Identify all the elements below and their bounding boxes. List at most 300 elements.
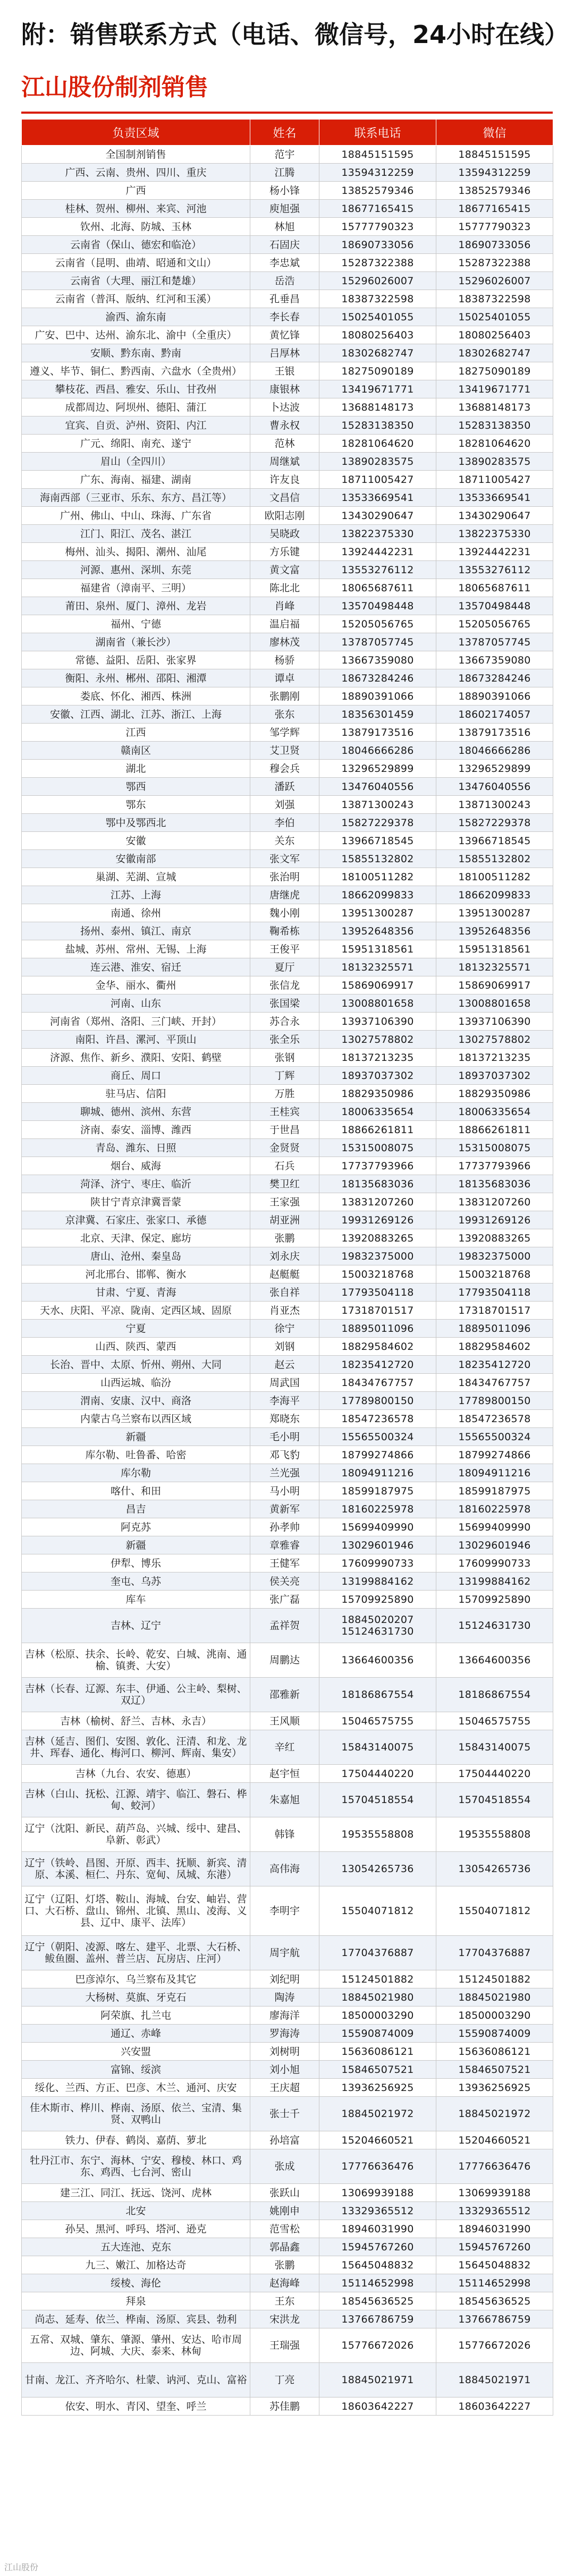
table-row — [22, 2363, 553, 2398]
cell-phone[interactable]: 18094911216 — [319, 1464, 436, 1482]
cell-phone[interactable]: 15046575755 — [319, 1712, 436, 1730]
column-header-wechat: 微信 — [436, 120, 553, 146]
table-row — [22, 146, 553, 164]
cell-wechat: 15846507521 — [436, 2061, 553, 2079]
cell-phone[interactable]: 18799274866 — [319, 1446, 436, 1464]
cell-phone[interactable]: 18673284246 — [319, 669, 436, 687]
cell-wechat: 13029601946 — [436, 1536, 553, 1554]
table-row — [22, 832, 553, 850]
cell-name: 韩锋 — [250, 1817, 319, 1852]
cell-wechat: 13852579346 — [436, 182, 553, 200]
cell-phone[interactable]: 18186867554 — [319, 1678, 436, 1712]
cell-name: 周宇航 — [250, 1936, 319, 1970]
cell-phone[interactable]: 13069939188 — [319, 2184, 436, 2202]
table-row — [22, 1139, 553, 1157]
table-row — [22, 922, 553, 940]
cell-name: 张自祥 — [250, 1283, 319, 1302]
cell-region: 昌吉 — [22, 1500, 250, 1518]
cell-phone[interactable]: 15951318561 — [319, 940, 436, 958]
cell-phone[interactable]: 19931269126 — [319, 1211, 436, 1229]
cell-phone[interactable]: 18845151595 — [319, 146, 436, 164]
cell-phone[interactable]: 18866261811 — [319, 1121, 436, 1139]
cell-phone[interactable]: 18387322598 — [319, 290, 436, 308]
cell-region: 新疆 — [22, 1536, 250, 1554]
cell-region: 安徽、江西、湖北、江苏、浙江、上海 — [22, 705, 250, 724]
cell-region: 巴彦淖尔、乌兰察布及其它 — [22, 1970, 250, 1988]
cell-phone[interactable]: 13533669541 — [319, 489, 436, 507]
table-header-row — [22, 120, 553, 146]
cell-phone[interactable]: 19535558808 — [319, 1817, 436, 1852]
cell-name: 毛小明 — [250, 1428, 319, 1446]
cell-phone[interactable]: 13852579346 — [319, 182, 436, 200]
cell-phone[interactable]: 18662099833 — [319, 886, 436, 904]
table-row — [22, 453, 553, 471]
cell-wechat: 13890283575 — [436, 453, 553, 471]
cell-region: 盐城、苏州、常州、无锡、上海 — [22, 940, 250, 958]
cell-wechat: 17704376887 — [436, 1936, 553, 1970]
cell-name: 谭卓 — [250, 669, 319, 687]
cell-name: 艾卫贤 — [250, 742, 319, 760]
cell-name: 丁亮 — [250, 2363, 319, 2398]
cell-wechat: 18186867554 — [436, 1678, 553, 1712]
cell-wechat: 18137213235 — [436, 1049, 553, 1067]
cell-phone[interactable]: 17737793966 — [319, 1157, 436, 1175]
cell-phone[interactable]: 13008801658 — [319, 994, 436, 1013]
cell-phone[interactable]: 15287322388 — [319, 254, 436, 272]
cell-phone[interactable]: 18690733056 — [319, 236, 436, 254]
cell-wechat: 15283138350 — [436, 416, 553, 435]
cell-name: 王健军 — [250, 1554, 319, 1572]
cell-name: 郭晶鑫 — [250, 2238, 319, 2256]
cell-phone[interactable]: 15945767260 — [319, 2238, 436, 2256]
cell-phone[interactable]: 17776636476 — [319, 2149, 436, 2184]
cell-phone[interactable]: 15003218768 — [319, 1265, 436, 1283]
table-row — [22, 218, 553, 236]
company-title: 江山股份制剂销售 — [21, 69, 553, 114]
table-row — [22, 868, 553, 886]
cell-phone[interactable]: 18895011096 — [319, 1320, 436, 1338]
cell-phone[interactable]: 18845021971 — [319, 2363, 436, 2398]
cell-phone[interactable]: 17318701517 — [319, 1302, 436, 1320]
cell-region: 南通、徐州 — [22, 904, 250, 922]
cell-name: 王银 — [250, 362, 319, 380]
table-body — [22, 146, 553, 2416]
cell-region: 佳木斯市、桦川、桦南、汤原、依兰、宝清、集贤、双鸭山 — [22, 2097, 250, 2131]
cell-region: 奎屯、乌苏 — [22, 1572, 250, 1591]
cell-region: 聊城、德州、滨州、东营 — [22, 1103, 250, 1121]
cell-phone[interactable]: 18135683036 — [319, 1175, 436, 1193]
cell-wechat: 13054265736 — [436, 1852, 553, 1886]
cell-region: 安顺、黔东南、黔南 — [22, 344, 250, 362]
cell-phone[interactable]: 19832375000 — [319, 1247, 436, 1265]
cell-phone[interactable]: 13831207260 — [319, 1193, 436, 1211]
cell-phone[interactable]: 17789800150 — [319, 1392, 436, 1410]
cell-phone[interactable]: 18132325571 — [319, 958, 436, 976]
cell-phone[interactable]: 18046666286 — [319, 742, 436, 760]
table-row — [22, 416, 553, 435]
cell-region: 云南省（大理、丽江和楚雄） — [22, 272, 250, 290]
cell-region: 福建省（漳南平、三明） — [22, 579, 250, 597]
cell-wechat: 15287322388 — [436, 254, 553, 272]
cell-phone[interactable]: 15025401055 — [319, 308, 436, 326]
cell-wechat: 18895011096 — [436, 1320, 553, 1338]
table-row — [22, 724, 553, 742]
cell-wechat: 13936256925 — [436, 2079, 553, 2097]
cell-wechat: 15124501882 — [436, 1970, 553, 1988]
cell-phone[interactable]: 18711005427 — [319, 471, 436, 489]
cell-phone[interactable]: 18677165415 — [319, 200, 436, 218]
cell-phone[interactable]: 18890391066 — [319, 687, 436, 705]
cell-wechat: 18890391066 — [436, 687, 553, 705]
cell-region: 辽宁（沈阳、新民、葫芦岛、兴城、绥中、建昌、阜新、彰武） — [22, 1817, 250, 1852]
cell-region: 依安、明水、青冈、望奎、呼兰 — [22, 2398, 250, 2416]
cell-name: 姚刚申 — [250, 2202, 319, 2220]
cell-wechat: 18603642227 — [436, 2398, 553, 2416]
cell-region: 孙吴、黑河、呼玛、塔河、逊克 — [22, 2220, 250, 2238]
cell-phone[interactable]: 13871300243 — [319, 796, 436, 814]
cell-phone[interactable]: 18302682747 — [319, 344, 436, 362]
table-row — [22, 380, 553, 398]
cell-phone[interactable]: 13879173516 — [319, 724, 436, 742]
cell-wechat: 13570498448 — [436, 597, 553, 615]
cell-region: 甘肃、宁夏、青海 — [22, 1283, 250, 1302]
cell-phone[interactable]: 13296529899 — [319, 760, 436, 778]
cell-region: 广州、佛山、中山、珠海、广东省 — [22, 507, 250, 525]
cell-phone[interactable]: 17793504118 — [319, 1283, 436, 1302]
cell-wechat: 13879173516 — [436, 724, 553, 742]
cell-phone[interactable]: 15205056765 — [319, 615, 436, 633]
cell-region: 河南省（郑州、洛阳、三门峡、开封） — [22, 1013, 250, 1031]
cell-phone[interactable]: 15704518554 — [319, 1783, 436, 1817]
cell-phone[interactable]: 18845021972 — [319, 2097, 436, 2131]
cell-name: 廖海洋 — [250, 2007, 319, 2025]
cell-name: 江腾 — [250, 164, 319, 182]
cell-wechat: 18677165415 — [436, 200, 553, 218]
table-row — [22, 1643, 553, 1678]
cell-phone[interactable]: 15124501882 — [319, 1970, 436, 1988]
cell-name: 刘小旭 — [250, 2061, 319, 2079]
cell-phone[interactable]: 18235412720 — [319, 1356, 436, 1374]
cell-name: 刘强 — [250, 796, 319, 814]
cell-phone[interactable]: 15776672026 — [319, 2328, 436, 2363]
cell-phone[interactable]: 18603642227 — [319, 2398, 436, 2416]
cell-wechat: 13329365512 — [436, 2202, 553, 2220]
cell-name: 吕厚林 — [250, 344, 319, 362]
cell-phone[interactable]: 13688148173 — [319, 398, 436, 416]
cell-wechat: 18829584602 — [436, 1338, 553, 1356]
cell-wechat: 15046575755 — [436, 1712, 553, 1730]
cell-name: 张治明 — [250, 868, 319, 886]
cell-region: 山西、陕西、蒙西 — [22, 1338, 250, 1356]
cell-region: 全国制剂销售 — [22, 146, 250, 164]
cell-phone[interactable]: 18100511282 — [319, 868, 436, 886]
cell-region: 广东、海南、福建、湖南 — [22, 471, 250, 489]
table-row — [22, 1536, 553, 1554]
cell-name: 胡亚洲 — [250, 1211, 319, 1229]
cell-phone[interactable]: 18599187975 — [319, 1482, 436, 1500]
cell-region: 牡丹江市、东宁、海林、宁安、穆棱、林口、鸡东、鸡西、七台河、密山 — [22, 2149, 250, 2184]
cell-wechat: 13664600356 — [436, 1643, 553, 1678]
cell-phone[interactable]: 18547236578 — [319, 1410, 436, 1428]
cell-name: 温启福 — [250, 615, 319, 633]
cell-phone[interactable]: 15846507521 — [319, 2061, 436, 2079]
cell-region: 五常、双城、肇东、肇源、肇州、安达、哈市周边、阿城、大庆、泰来、林甸 — [22, 2328, 250, 2363]
cell-phone[interactable]: 13570498448 — [319, 597, 436, 615]
cell-phone[interactable]: 18006335654 — [319, 1103, 436, 1121]
cell-name: 王庆超 — [250, 2079, 319, 2097]
table-row — [22, 1374, 553, 1392]
cell-wechat: 13924442231 — [436, 543, 553, 561]
cell-wechat: 17737793966 — [436, 1157, 553, 1175]
cell-region: 吉林（九台、农安、德惠） — [22, 1765, 250, 1783]
cell-region: 喀什、和田 — [22, 1482, 250, 1500]
cell-phone[interactable]: 15777790323 — [319, 218, 436, 236]
cell-name: 文昌信 — [250, 489, 319, 507]
cell-phone[interactable]: 17704376887 — [319, 1936, 436, 1970]
cell-phone[interactable]: 13952648356 — [319, 922, 436, 940]
cell-name: 方乐键 — [250, 543, 319, 561]
table-row — [22, 1464, 553, 1482]
cell-wechat: 18673284246 — [436, 669, 553, 687]
cell-region: 济源、焦作、新乡、濮阳、安阳、鹤壁 — [22, 1049, 250, 1067]
cell-region: 陕甘宁青京津冀晋蒙 — [22, 1193, 250, 1211]
cell-name: 王桂宾 — [250, 1103, 319, 1121]
cell-phone[interactable]: 15204660521 — [319, 2131, 436, 2149]
table-row — [22, 326, 553, 344]
cell-phone[interactable]: 17504440220 — [319, 1765, 436, 1783]
cell-region: 通辽、赤峰 — [22, 2025, 250, 2043]
cell-phone[interactable]: 13029601946 — [319, 1536, 436, 1554]
cell-region: 衡阳、永州、郴州、邵阳、湘潭 — [22, 669, 250, 687]
cell-wechat: 15869069917 — [436, 976, 553, 994]
cell-phone[interactable]: 15296026007 — [319, 272, 436, 290]
cell-region: 长治、晋中、太原、忻州、朔州、大同 — [22, 1356, 250, 1374]
cell-wechat: 15114652998 — [436, 2274, 553, 2292]
cell-wechat: 15951318561 — [436, 940, 553, 958]
cell-phone[interactable]: 13430290647 — [319, 507, 436, 525]
cell-wechat: 18599187975 — [436, 1482, 553, 1500]
cell-name: 范宇 — [250, 146, 319, 164]
cell-name: 王俊平 — [250, 940, 319, 958]
table-row — [22, 308, 553, 326]
cell-region: 云南省（昆明、曲靖、昭通和文山） — [22, 254, 250, 272]
cell-phone[interactable]: 15565500324 — [319, 1428, 436, 1446]
table-row — [22, 687, 553, 705]
cell-phone[interactable]: 15699409990 — [319, 1518, 436, 1536]
cell-phone[interactable]: 13822375330 — [319, 525, 436, 543]
cell-phone[interactable]: 18434767757 — [319, 1374, 436, 1392]
cell-wechat: 15945767260 — [436, 2238, 553, 2256]
cell-region: 阿荣旗、扎兰屯 — [22, 2007, 250, 2025]
cell-phone[interactable]: 13329365512 — [319, 2202, 436, 2220]
cell-wechat: 18434767757 — [436, 1374, 553, 1392]
cell-name: 李明宇 — [250, 1886, 319, 1936]
cell-wechat: 15565500324 — [436, 1428, 553, 1446]
cell-name: 赵海峰 — [250, 2274, 319, 2292]
cell-phone[interactable]: 15590874009 — [319, 2025, 436, 2043]
cell-wechat: 18866261811 — [436, 1121, 553, 1139]
cell-phone[interactable]: 13766786759 — [319, 2310, 436, 2328]
cell-phone[interactable]: 18500003290 — [319, 2007, 436, 2025]
table-row — [22, 2025, 553, 2043]
cell-phone[interactable]: 15315008075 — [319, 1139, 436, 1157]
cell-phone[interactable]: 18281064620 — [319, 435, 436, 453]
cell-phone[interactable]: 18937037302 — [319, 1067, 436, 1085]
cell-region: 铁力、伊春、鹤岗、嘉荫、萝北 — [22, 2131, 250, 2149]
cell-phone[interactable]: 13027578802 — [319, 1031, 436, 1049]
cell-region: 河北邢台、邯郸、衡水 — [22, 1265, 250, 1283]
cell-wechat: 15843140075 — [436, 1730, 553, 1765]
cell-name: 张钢 — [250, 1049, 319, 1067]
cell-phone[interactable]: 13951300287 — [319, 904, 436, 922]
table-row — [22, 615, 553, 633]
table-row — [22, 597, 553, 615]
cell-phone[interactable]: 15636086121 — [319, 2043, 436, 2061]
cell-phone[interactable]: 15645048832 — [319, 2256, 436, 2274]
table-row — [22, 886, 553, 904]
cell-phone[interactable]: 18829584602 — [319, 1338, 436, 1356]
cell-region: 娄底、怀化、湘西、株洲 — [22, 687, 250, 705]
cell-phone[interactable]: 13937106390 — [319, 1013, 436, 1031]
cell-wechat: 18545636525 — [436, 2292, 553, 2310]
cell-region: 新疆 — [22, 1428, 250, 1446]
cell-phone[interactable]: 13787057745 — [319, 633, 436, 651]
table-row — [22, 1712, 553, 1730]
cell-phone[interactable]: 17609990733 — [319, 1554, 436, 1572]
cell-region: 江苏、上海 — [22, 886, 250, 904]
cell-phone[interactable]: 15869069917 — [319, 976, 436, 994]
cell-phone[interactable]: 15283138350 — [319, 416, 436, 435]
cell-phone[interactable]: 18845020207 15124631730 — [319, 1609, 436, 1643]
table-row — [22, 1988, 553, 2007]
cell-name: 高伟海 — [250, 1852, 319, 1886]
cell-phone[interactable]: 15709925890 — [319, 1591, 436, 1609]
cell-name: 张信龙 — [250, 976, 319, 994]
cell-name: 陶涛 — [250, 1988, 319, 2007]
cell-wechat: 15776672026 — [436, 2328, 553, 2363]
table-row — [22, 994, 553, 1013]
cell-name: 肖亚杰 — [250, 1302, 319, 1320]
cell-region: 广西、云南、贵州、四川、重庆 — [22, 164, 250, 182]
cell-wechat: 13966718545 — [436, 832, 553, 850]
cell-region: 金华、丽水、衢州 — [22, 976, 250, 994]
cell-phone[interactable]: 18275090189 — [319, 362, 436, 380]
cell-name: 黄忆锋 — [250, 326, 319, 344]
cell-phone[interactable]: 18545636525 — [319, 2292, 436, 2310]
cell-phone[interactable]: 18065687611 — [319, 579, 436, 597]
cell-region: 菏泽、济宁、枣庄、临沂 — [22, 1175, 250, 1193]
cell-region: 烟台、威海 — [22, 1157, 250, 1175]
cell-region: 安徽南部 — [22, 850, 250, 868]
cell-region: 吉林（松原、扶余、长岭、乾安、白城、洮南、通榆、镇赉、大安） — [22, 1643, 250, 1678]
cell-phone[interactable]: 13936256925 — [319, 2079, 436, 2097]
cell-phone[interactable]: 13594312259 — [319, 164, 436, 182]
cell-wechat: 13667359080 — [436, 651, 553, 669]
cell-phone[interactable]: 18080256403 — [319, 326, 436, 344]
cell-phone[interactable]: 13054265736 — [319, 1852, 436, 1886]
cell-phone[interactable]: 13199884162 — [319, 1572, 436, 1591]
cell-phone[interactable]: 18845021980 — [319, 1988, 436, 2007]
cell-region: 吉林（榆树、舒兰、吉林、永吉） — [22, 1712, 250, 1730]
cell-region: 莆田、泉州、厦门、漳州、龙岩 — [22, 597, 250, 615]
cell-region: 攀枝花、西昌、雅安、乐山、甘孜州 — [22, 380, 250, 398]
table-row — [22, 1852, 553, 1886]
cell-phone[interactable]: 18137213235 — [319, 1049, 436, 1067]
table-row — [22, 164, 553, 182]
cell-wechat: 18829350986 — [436, 1085, 553, 1103]
cell-wechat: 13766786759 — [436, 2310, 553, 2328]
cell-name: 邓飞豹 — [250, 1446, 319, 1464]
table-row — [22, 2061, 553, 2079]
cell-phone[interactable]: 15843140075 — [319, 1730, 436, 1765]
cell-phone[interactable]: 18356301459 — [319, 705, 436, 724]
cell-phone[interactable]: 13920883265 — [319, 1229, 436, 1247]
cell-phone[interactable]: 13667359080 — [319, 651, 436, 669]
table-row — [22, 1103, 553, 1121]
cell-region: 赣南区 — [22, 742, 250, 760]
cell-wechat: 13008801658 — [436, 994, 553, 1013]
table-row — [22, 435, 553, 453]
cell-phone[interactable]: 15114652998 — [319, 2274, 436, 2292]
cell-region: 库车 — [22, 1591, 250, 1609]
cell-name: 岳浩 — [250, 272, 319, 290]
cell-name: 邹学辉 — [250, 724, 319, 742]
cell-region: 常德、益阳、岳阳、张家界 — [22, 651, 250, 669]
cell-region: 江门、阳江、茂名、湛江 — [22, 525, 250, 543]
cell-region: 京津冀、石家庄、张家口、承德 — [22, 1211, 250, 1229]
cell-phone[interactable]: 13966718545 — [319, 832, 436, 850]
table-row — [22, 1609, 553, 1643]
cell-wechat: 13822375330 — [436, 525, 553, 543]
cell-phone[interactable]: 15827229378 — [319, 814, 436, 832]
cell-name: 孙孝帅 — [250, 1518, 319, 1536]
cell-wechat: 15504071812 — [436, 1886, 553, 1936]
cell-phone[interactable]: 15855132802 — [319, 850, 436, 868]
cell-phone[interactable]: 15504071812 — [319, 1886, 436, 1936]
cell-wechat: 18065687611 — [436, 579, 553, 597]
cell-wechat: 18006335654 — [436, 1103, 553, 1121]
cell-name: 李海平 — [250, 1392, 319, 1410]
cell-phone[interactable]: 13924442231 — [319, 543, 436, 561]
cell-name: 黄新军 — [250, 1500, 319, 1518]
cell-name: 鞠希栋 — [250, 922, 319, 940]
table-row — [22, 1817, 553, 1852]
cell-phone[interactable]: 13553276112 — [319, 561, 436, 579]
cell-wechat: 18690733056 — [436, 236, 553, 254]
table-row — [22, 1392, 553, 1410]
cell-region: 天水、庆阳、平凉、陇南、定西区域、固原 — [22, 1302, 250, 1320]
cell-wechat: 15315008075 — [436, 1139, 553, 1157]
cell-phone[interactable]: 18829350986 — [319, 1085, 436, 1103]
cell-name: 朱嘉旭 — [250, 1783, 319, 1817]
cell-wechat: 19535558808 — [436, 1817, 553, 1852]
cell-wechat: 13199884162 — [436, 1572, 553, 1591]
table-row — [22, 1211, 553, 1229]
cell-phone[interactable]: 13476040556 — [319, 778, 436, 796]
cell-phone[interactable]: 13664600356 — [319, 1643, 436, 1678]
cell-region: 湖南省（兼长沙） — [22, 633, 250, 651]
cell-phone[interactable]: 13890283575 — [319, 453, 436, 471]
cell-phone[interactable]: 18946031990 — [319, 2220, 436, 2238]
cell-name: 苏合永 — [250, 1013, 319, 1031]
cell-wechat: 17789800150 — [436, 1392, 553, 1410]
cell-wechat: 13476040556 — [436, 778, 553, 796]
cell-phone[interactable]: 13419671771 — [319, 380, 436, 398]
cell-name: 李长春 — [250, 308, 319, 326]
cell-phone[interactable]: 18160225978 — [319, 1500, 436, 1518]
table-row — [22, 742, 553, 760]
table-row — [22, 2292, 553, 2310]
